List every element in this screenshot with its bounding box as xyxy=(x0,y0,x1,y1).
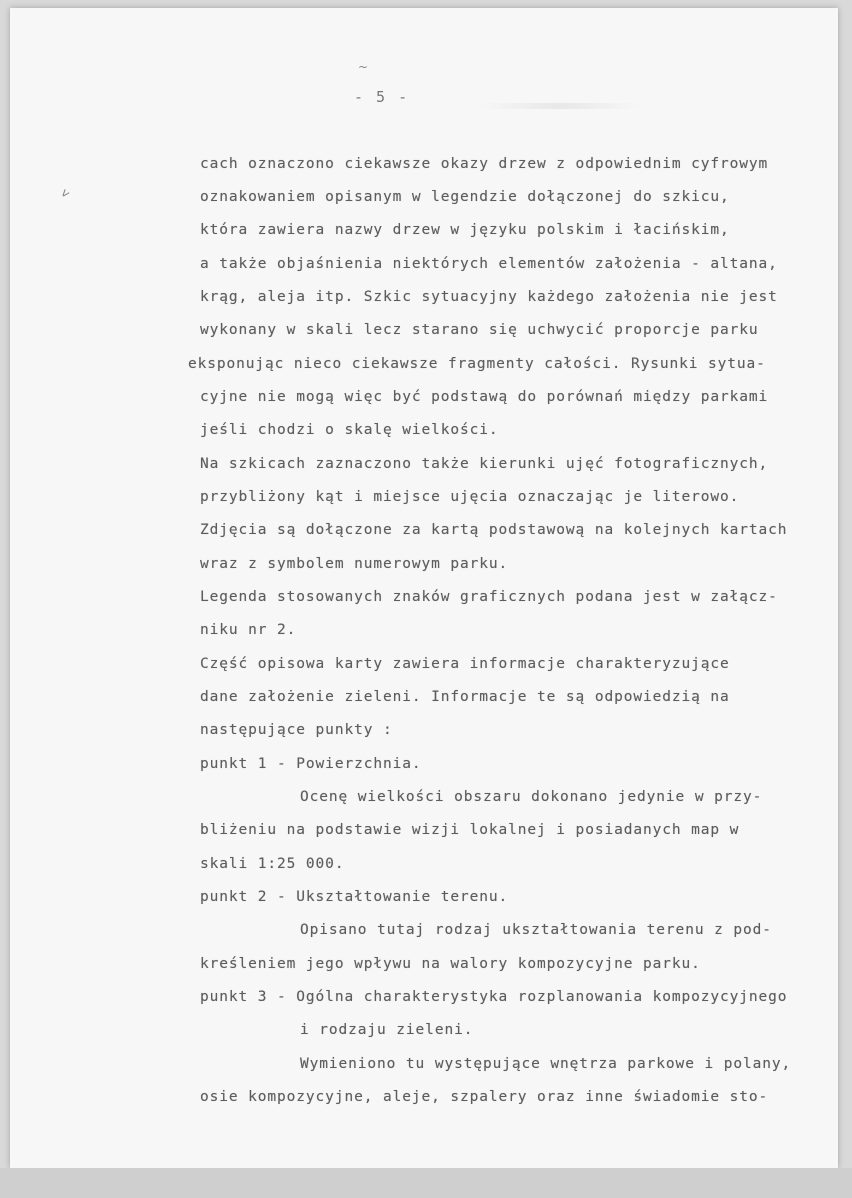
text-line: wraz z symbolem numerowym parku. xyxy=(200,556,509,572)
text-line: a także objaśnienia niektórych elementów założenia - altana, xyxy=(200,256,778,272)
text-line: następujące punkty : xyxy=(200,722,393,738)
text-line: osie kompozycyjne, aleje, szpalery oraz inne świadomie sto- xyxy=(200,1089,769,1105)
text-line: punkt 1 - Powierzchnia. xyxy=(200,756,422,772)
text-line: kreśleniem jego wpływu na walory kompozycyjne parku. xyxy=(200,956,701,972)
text-line: która zawiera nazwy drzew w języku polskim i łacińskim, xyxy=(200,222,730,238)
scan-smudge xyxy=(480,103,640,109)
scan-border xyxy=(0,1168,852,1198)
text-line: Wymieniono tu występujące wnętrza parkowe i polany, xyxy=(300,1056,792,1072)
text-line: oznakowaniem opisanym w legendzie dołączonej do szkicu, xyxy=(200,189,730,205)
text-line: przybliżony kąt i miejsce ujęcia oznaczając je literowo. xyxy=(200,489,740,505)
document-page xyxy=(10,8,838,1168)
text-line: niku nr 2. xyxy=(200,622,297,638)
page-number: - 5 - xyxy=(354,88,410,106)
margin-tick-mark: v xyxy=(58,185,73,201)
text-line: wykonany w skali lecz starano się uchwycić proporcje parku xyxy=(200,322,759,338)
text-line: Zdjęcia są dołączone za kartą podstawową na kolejnych kartach xyxy=(200,522,788,538)
text-line: Na szkicach zaznaczono także kierunki ujęć fotograficznych, xyxy=(200,456,769,472)
text-line: skali 1:25 000. xyxy=(200,856,345,872)
text-line: dane założenie zieleni. Informacje te są odpowiedzią na xyxy=(200,689,730,705)
text-line: jeśli chodzi o skalę wielkości. xyxy=(200,422,499,438)
text-line: cyjne nie mogą więc być podstawą do porównań między parkami xyxy=(200,389,769,405)
text-line: eksponując nieco ciekawsze fragmenty całości. Rysunki sytua- xyxy=(188,356,766,372)
text-line: punkt 2 - Ukształtowanie terenu. xyxy=(200,889,509,905)
text-line: Część opisowa karty zawiera informacje charakteryzujące xyxy=(200,656,730,672)
text-line: krąg, aleja itp. Szkic sytuacyjny każdego założenia nie jest xyxy=(200,289,778,305)
text-line: punkt 3 - Ogólna charakterystyka rozplanowania kompozycyjnego xyxy=(200,989,788,1005)
text-line: bliżeniu na podstawie wizji lokalnej i posiadanych map w xyxy=(200,822,740,838)
text-line: i rodzaju zieleni. xyxy=(300,1022,474,1038)
text-line: Opisano tutaj rodzaj ukształtowania terenu z pod- xyxy=(300,922,772,938)
scan-mark: ~ xyxy=(358,60,369,74)
text-line: cach oznaczono ciekawsze okazy drzew z odpowiednim cyfrowym xyxy=(200,156,769,172)
text-line: Legenda stosowanych znaków graficznych podana jest w załącz- xyxy=(200,589,778,605)
text-line: Ocenę wielkości obszaru dokonano jedynie w przy- xyxy=(300,789,763,805)
